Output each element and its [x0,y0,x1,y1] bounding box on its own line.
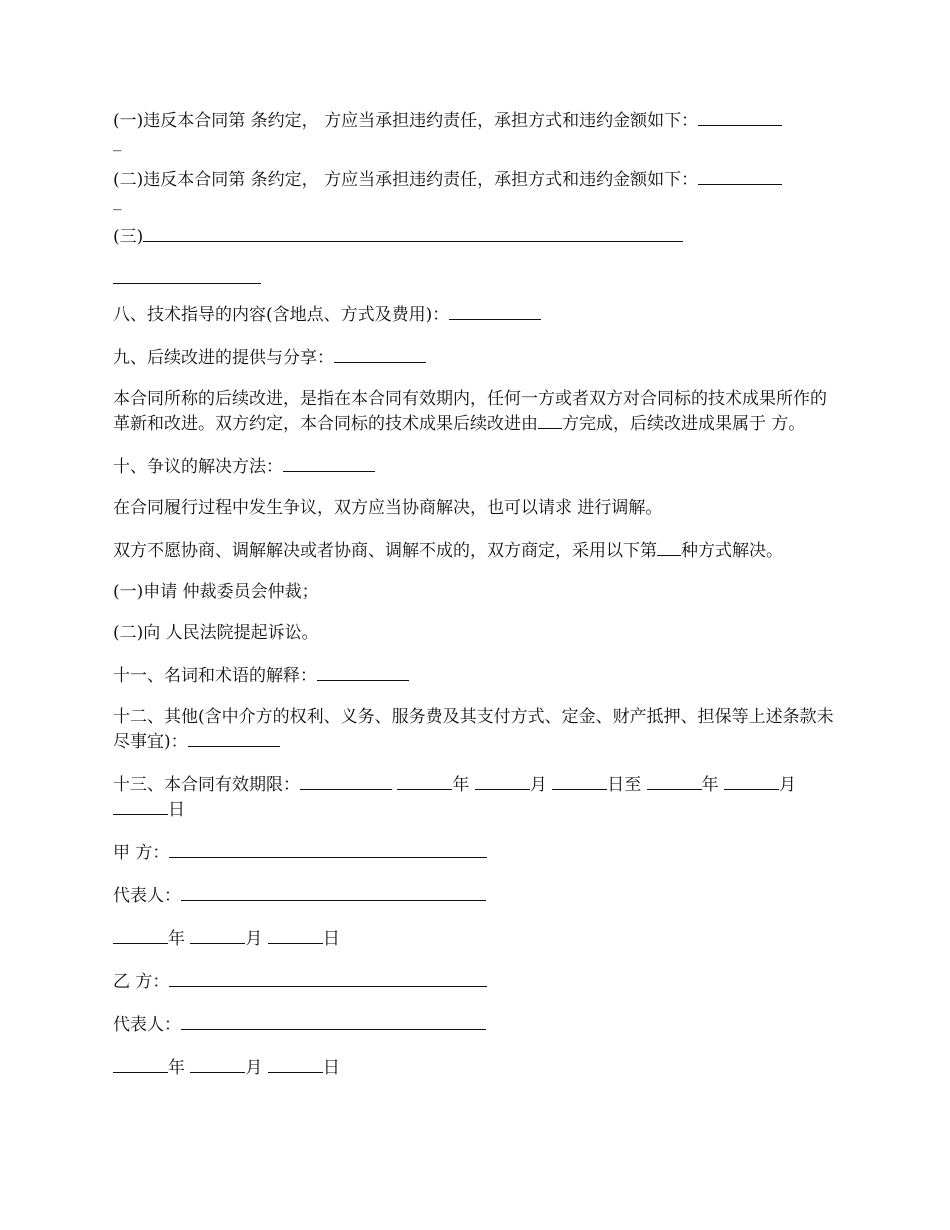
year-label: 年 [452,775,470,795]
blank-field[interactable] [698,108,782,126]
blank-day[interactable] [552,772,607,790]
month-label: 月 [779,775,797,795]
section-11-title: 十一、名词和术语的解释： [113,666,317,686]
section-10-body-1: 在合同履行过程中发生争议，双方应当协商解决，也可以请求 进行调解。 [113,498,663,518]
clause-breach-2-tail: _ [113,191,122,211]
blank-field[interactable] [283,454,375,472]
blank-month[interactable] [724,772,779,790]
blank-line[interactable] [113,267,261,284]
party-a-field[interactable] [169,840,487,858]
blank-field[interactable] [317,663,409,681]
blank-year[interactable] [647,772,702,790]
blank-day[interactable] [113,797,168,815]
blank-field[interactable] [300,772,392,790]
signature-rep-b [113,1012,840,1037]
section-12 [113,706,840,754]
blank-field[interactable] [657,538,681,556]
section-8 [113,302,840,327]
year-label: 年 [168,929,185,949]
blank-field[interactable] [698,167,782,185]
section-10-option-1: (一)申请 仲裁委员会仲裁； [113,582,319,602]
party-b-label: 乙 方： [113,972,170,992]
section-10-body-2-end: 种方式解决。 [681,541,783,561]
rep-b-field[interactable] [181,1012,486,1030]
section-13-title: 十三、本合同有效期限： [113,775,300,795]
clause-breach-2-text: (二)违反本合同第 条约定， 方应当承担违约责任，承担方式和违约金额如下： [113,170,699,190]
year-label: 年 [701,775,719,795]
blank-year[interactable] [113,1055,168,1073]
section-10-title: 十、争议的解决方法： [113,457,283,477]
blank-year[interactable] [397,772,452,790]
month-label: 月 [529,775,547,795]
year-label: 年 [168,1058,185,1078]
section-9-body-text-end: 方完成，后续改进成果属于 方。 [562,414,806,434]
blank-field[interactable] [449,302,541,320]
day-to-label: 日至 [607,775,642,795]
month-label: 月 [245,929,263,949]
clause-breach-3-text: (三) [113,227,144,247]
blank-year[interactable] [113,926,168,944]
signature-party-b [113,969,840,994]
day-label: 日 [168,800,185,820]
section-10-option-2: (二)向 人民法院提起诉讼。 [113,623,319,643]
section-11 [113,663,840,688]
clause-breach-2 [113,167,840,192]
section-10-body-2 [113,538,840,563]
blank-field[interactable] [334,345,426,363]
section-12-title: 十二、其他(含中介方的权利、义务、服务费及其支付方式、定金、财产抵押、担保等上述条款未尽事宜)： [113,707,834,752]
blank-day[interactable] [268,1055,323,1073]
day-label: 日 [322,929,340,949]
section-10-body-2-text: 双方不愿协商、调解解决或者协商、调解不成的，双方商定，采用以下第 [113,541,657,561]
signature-party-a [113,840,840,865]
rep-a-field[interactable] [181,883,486,901]
blank-field[interactable] [538,411,562,429]
section-13 [113,772,840,822]
signature-rep-a [113,883,840,908]
rep-b-label: 代表人： [113,1015,181,1035]
blank-field[interactable] [143,224,683,242]
clause-breach-1-tail: _ [113,132,122,152]
clause-breach-3 [113,224,840,249]
blank-day[interactable] [268,926,323,944]
blank-month[interactable] [475,772,530,790]
party-b-field[interactable] [169,969,487,987]
section-9-title: 九、后续改进的提供与分享： [113,348,334,368]
clause-breach-1 [113,108,840,133]
month-label: 月 [245,1058,263,1078]
section-8-title: 八、技术指导的内容(含地点、方式及费用)： [113,305,450,325]
section-9-body-text: 本合同所称的后续改进，是指在本合同有效期内，任何一方或者双方对合同标的技术成果所作的革新和改进。双方约定，本合同标的技术成果后续改进由 [113,389,827,434]
blank-month[interactable] [190,1055,245,1073]
clause-breach-1-text: (一)违反本合同第 条约定， 方应当承担违约责任，承担方式和违约金额如下： [113,111,699,131]
signature-date-a [113,926,840,951]
section-9-body [113,388,840,436]
signature-date-b [113,1055,840,1080]
blank-field[interactable] [188,729,280,747]
section-9 [113,345,840,370]
day-label: 日 [322,1058,340,1078]
contract-page [113,108,840,1098]
party-a-label: 甲 方： [113,843,170,863]
section-10 [113,454,840,479]
blank-month[interactable] [190,926,245,944]
rep-a-label: 代表人： [113,886,181,906]
